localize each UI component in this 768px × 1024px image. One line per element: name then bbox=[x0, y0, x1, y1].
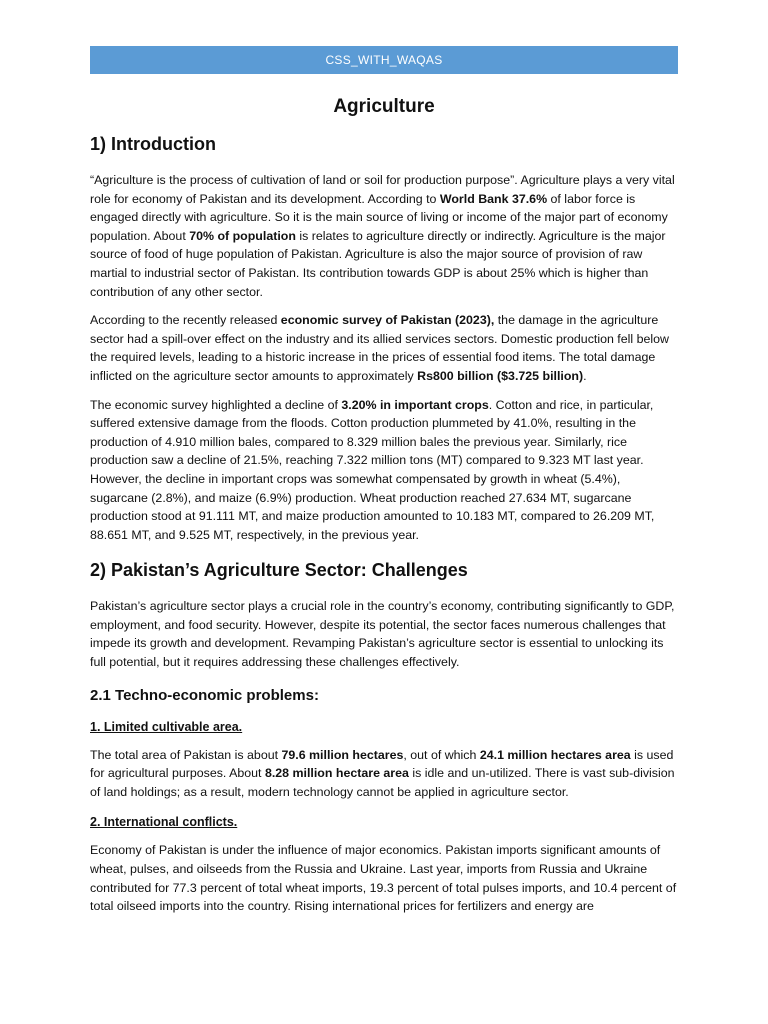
document-title: Agriculture bbox=[333, 96, 435, 117]
bold-text-run: Rs800 billion ($3.725 billion) bbox=[417, 368, 584, 383]
section-heading-challenges: 2) Pakistan’s Agriculture Sector: Challenges bbox=[90, 560, 468, 581]
text-run: is relates to agriculture directly or indirectly. Agriculture is the major source of food of huge population of Pakistan. Agriculture is also the major source of provision of raw martial to industrial sector of Pakistan. Its contribution towards GDP is about 25% which is higher than contribution of any other sector. bbox=[90, 228, 666, 299]
intro-paragraph-1 bbox=[90, 171, 678, 301]
subsection-heading-techno-economic: 2.1 Techno-economic problems: bbox=[90, 686, 319, 704]
item-paragraph-international-conflicts bbox=[90, 841, 678, 915]
text-run: , out of which bbox=[403, 747, 480, 762]
header-banner: CSS_WITH_WAQAS bbox=[90, 46, 678, 74]
bold-text-run: 79.6 million hectares bbox=[281, 747, 404, 762]
document-page bbox=[90, 46, 678, 916]
text-run: . Cotton and rice, in particular, suffered extensive damage from the floods. Cotton production plummeted by 41.0%, resulting in the production of 4.910 million bales, compared to 8.329 million bales the previous year. Similarly, rice production saw a decline of 21.5%, reaching 7.322 million tons (MT) compared to 9.323 MT last year. However, the decline in important crops was somewhat compensated by growth in wheat (5.4%), sugarcane (2.8%), and maize (6.9%) production. Wheat production reached 27.634 MT, sugarcane production stood at 91.111 MT, and maize production amounted to 10.183 MT, compared to 26.209 MT, 88.651 MT, and 9.525 MT, respectively, in the previous year. bbox=[90, 397, 655, 542]
section-heading-introduction: 1) Introduction bbox=[90, 134, 216, 154]
bold-text-run: 3.20% in important crops bbox=[341, 397, 489, 412]
text-run: According to the recently released bbox=[90, 313, 281, 328]
text-run: is used for agricultural purposes. About bbox=[90, 747, 674, 781]
item-paragraph-limited-area bbox=[90, 746, 678, 802]
item-heading-limited-area: 1. Limited cultivable area. bbox=[90, 719, 243, 734]
text-run: “Agriculture is the process of cultivation of land or soil for production purpose”. Agriculture plays a very vital role for economy of Pakistan and its development. According to bbox=[90, 173, 675, 206]
bold-text-run: World Bank 37.6% bbox=[439, 191, 548, 206]
intro-paragraph-2 bbox=[90, 311, 678, 385]
text-run: Pakistan’s agriculture sector plays a crucial role in the country’s economy, contributing significantly to GDP, employment, and food security. However, despite its potential, the sector faces numerous challenges that impede its growth and development. Revamping Pakistan’s agriculture sector is essential to unlocking its full potential, but it requires addressing these challenges effectively. bbox=[90, 599, 675, 670]
bold-text-run: 70% of population bbox=[189, 228, 296, 243]
bold-text-run: 8.28 million hectare area bbox=[264, 766, 409, 781]
bold-text-run: economic survey of Pakistan (2023), bbox=[280, 313, 495, 328]
text-run: The total area of Pakistan is about bbox=[90, 747, 282, 762]
text-run: of labor force is engaged directly with agriculture. So it is the main source of living or income of the major part of economy population. About bbox=[90, 191, 668, 243]
bold-text-run: 24.1 million hectares area bbox=[479, 747, 631, 762]
text-run: The economic survey highlighted a decline of bbox=[90, 397, 342, 412]
item-heading-international-conflicts: 2. International conflicts. bbox=[90, 815, 238, 830]
challenges-paragraph bbox=[90, 597, 678, 671]
intro-paragraph-3 bbox=[90, 396, 678, 545]
text-run: . bbox=[583, 368, 587, 383]
text-run: the damage in the agriculture sector had a spill-over effect on the industry and its allied services sectors. Domestic production fell below the required levels, leading to a historic increase in the prices of essential food items. The total damage inflicted on the agriculture sector amounts to approximately bbox=[90, 313, 669, 383]
text-run: is idle and un-utilized. There is vast sub-division of land holdings; as a result, modern technology cannot be applied in agriculture sector. bbox=[90, 766, 675, 799]
text-run: Economy of Pakistan is under the influence of major economics. Pakistan imports significant amounts of wheat, pulses, and oilseeds from the Russia and Ukraine. Last year, imports from Russia and Ukraine contributed for 77.3 percent of total wheat imports, 19.3 percent of total pulses imports, and 10.4 percent of total oilseed imports into the country. Rising international prices for fertilizers and energy are bbox=[90, 843, 677, 914]
